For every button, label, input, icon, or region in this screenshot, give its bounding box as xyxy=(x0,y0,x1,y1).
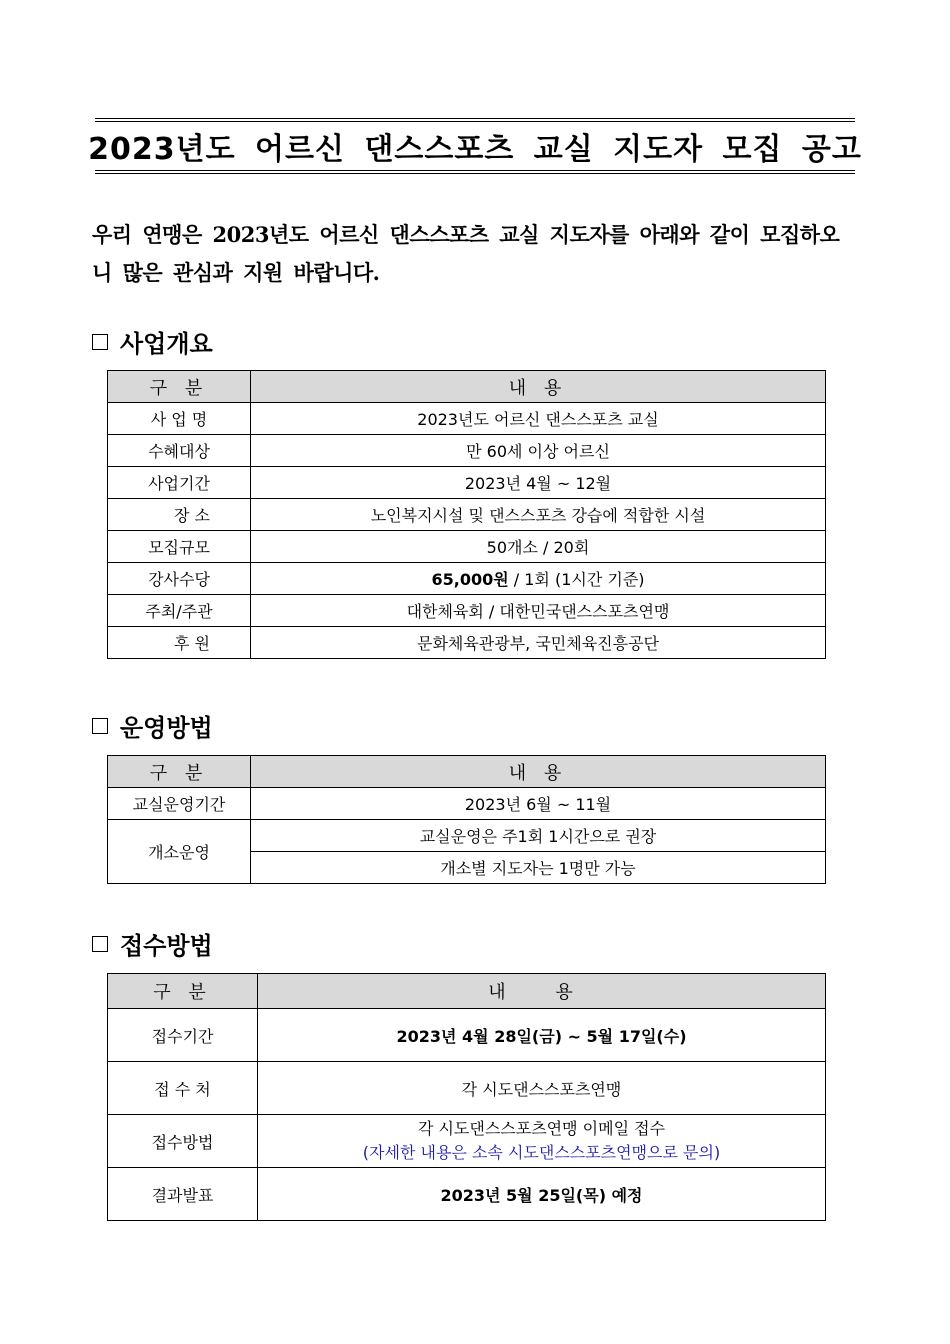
row-value: 2023년도 어르신 댄스스포츠 교실 xyxy=(251,403,826,435)
header-category: 구 분 xyxy=(108,974,258,1009)
table-row xyxy=(108,1009,826,1062)
table-row xyxy=(108,820,826,852)
table-header-row xyxy=(108,371,826,403)
row-label: 사업기간 xyxy=(108,467,251,499)
row-value xyxy=(251,563,826,595)
row-value: 대한체육회 / 대한민국댄스스포츠연맹 xyxy=(251,595,826,627)
row-value: 만 60세 이상 어르신 xyxy=(251,435,826,467)
page-title: 2023년도 어르신 댄스스포츠 교실 지도자 모집 공고 xyxy=(88,132,862,167)
row-label: 강사수당 xyxy=(108,563,251,595)
row-value: 개소별 지도자는 1명만 가능 xyxy=(251,852,826,884)
row-label: 결과발표 xyxy=(108,1168,258,1221)
table-row xyxy=(108,788,826,820)
intro-paragraph: 우리 연맹은 2023년도 어르신 댄스스포츠 교실 지도자를 아래와 같이 모집하오니 많은 관심과 지원 바랍니다. xyxy=(92,222,840,285)
header-content: 내 용 xyxy=(258,974,826,1009)
row-value: 각 시도댄스스포츠연맹 xyxy=(258,1062,826,1115)
section-heading-text: 운영방법 xyxy=(120,714,213,742)
row-value: 노인복지시설 및 댄스스포츠 강습에 적합한 시설 xyxy=(251,499,826,531)
row-value: 교실운영은 주1회 1시간으로 권장 xyxy=(251,820,826,852)
row-label: 접수기간 xyxy=(108,1009,258,1062)
title-box xyxy=(88,118,862,174)
row-label: 사 업 명 xyxy=(108,403,251,435)
row-label: 주최/주관 xyxy=(108,595,251,627)
header-category: 구 분 xyxy=(108,756,251,788)
row-label: 개소운영 xyxy=(108,820,251,884)
row-label: 접수방법 xyxy=(108,1115,258,1168)
application-method: 각 시도댄스스포츠연맹 이메일 접수 xyxy=(417,1119,666,1138)
header-content: 내 용 xyxy=(251,371,826,403)
table-row xyxy=(108,627,826,659)
checkbox-square-icon xyxy=(92,936,108,952)
fee-amount: 65,000원 xyxy=(431,570,509,589)
section-heading-operation xyxy=(92,708,213,743)
row-label: 수혜대상 xyxy=(108,435,251,467)
table-row xyxy=(108,435,826,467)
table-row xyxy=(108,467,826,499)
row-value: 문화체육관광부, 국민체육진흥공단 xyxy=(251,627,826,659)
row-value: 50개소 / 20회 xyxy=(251,531,826,563)
section-heading-text: 사업개요 xyxy=(120,330,213,358)
row-label: 후 원 xyxy=(108,627,251,659)
table-row xyxy=(108,595,826,627)
operation-table xyxy=(107,755,826,884)
row-value: 2023년 4월 28일(금) ~ 5월 17일(수) xyxy=(258,1009,826,1062)
table-row xyxy=(108,403,826,435)
table-row xyxy=(108,563,826,595)
header-category: 구 분 xyxy=(108,371,251,403)
row-label: 장 소 xyxy=(108,499,251,531)
section-heading-overview xyxy=(92,324,213,359)
table-row xyxy=(108,499,826,531)
row-label: 교실운영기간 xyxy=(108,788,251,820)
header-content: 내 용 xyxy=(251,756,826,788)
checkbox-square-icon xyxy=(92,718,108,734)
inquiry-note: (자세한 내용은 소속 시도댄스스포츠연맹으로 문의) xyxy=(362,1143,721,1162)
row-label: 모집규모 xyxy=(108,531,251,563)
section-heading-text: 접수방법 xyxy=(120,932,213,960)
row-value: 2023년 5월 25일(목) 예정 xyxy=(258,1168,826,1221)
checkbox-square-icon xyxy=(92,334,108,350)
table-row xyxy=(108,1062,826,1115)
row-value: 2023년 6월 ~ 11월 xyxy=(251,788,826,820)
overview-table xyxy=(107,370,826,659)
table-header-row xyxy=(108,974,826,1009)
row-label: 접 수 처 xyxy=(108,1062,258,1115)
table-header-row xyxy=(108,756,826,788)
application-table xyxy=(107,973,826,1221)
section-heading-application xyxy=(92,926,213,961)
table-row xyxy=(108,531,826,563)
table-row xyxy=(108,1115,826,1168)
fee-detail: / 1회 (1시간 기준) xyxy=(508,570,645,589)
row-value: 2023년 4월 ~ 12월 xyxy=(251,467,826,499)
row-value xyxy=(258,1115,826,1168)
table-row xyxy=(108,1168,826,1221)
